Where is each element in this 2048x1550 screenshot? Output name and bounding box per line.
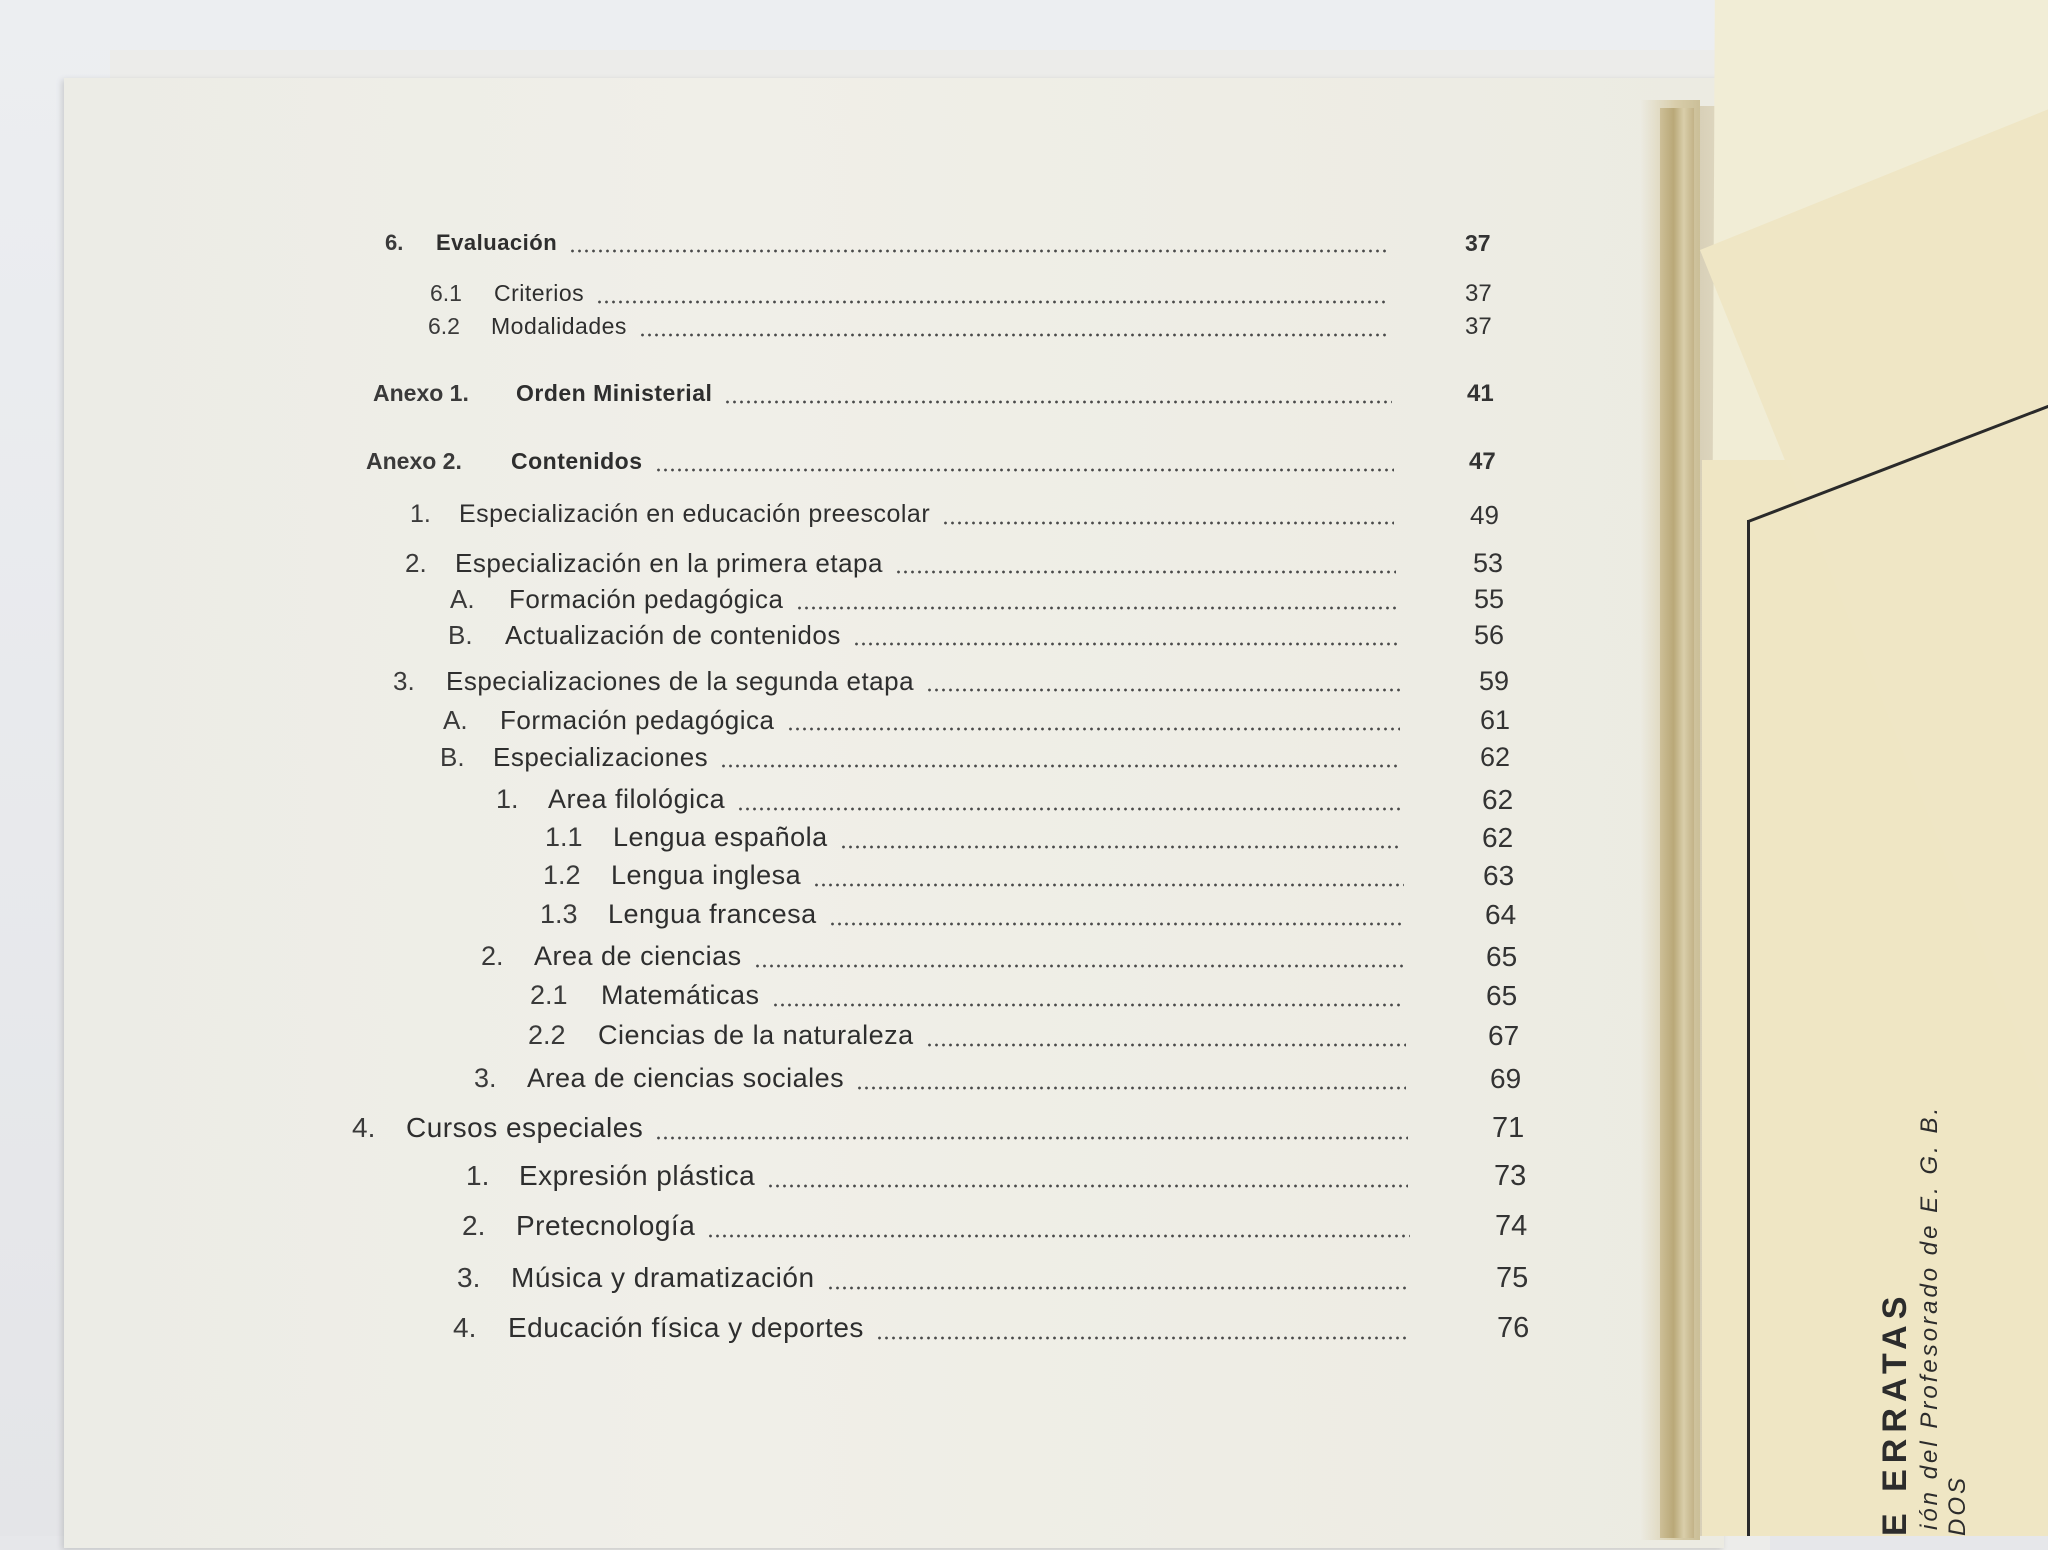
toc-leader-dots [655, 468, 1395, 472]
toc-entry-title: Lengua inglesa [611, 860, 802, 890]
toc-entry [0, 500, 2048, 540]
toc-page-number: 65 [1486, 980, 1518, 1011]
toc-leader-dots [720, 764, 1400, 768]
toc-entry-title: Orden Ministerial [516, 380, 713, 406]
toc-leader-dots [787, 727, 1401, 731]
toc-entry [0, 1210, 2048, 1250]
toc-entry [0, 860, 2048, 900]
toc-leader-dots [942, 521, 1394, 525]
toc-entry [0, 666, 2048, 706]
toc-entry-title: Modalidades [491, 313, 627, 339]
toc-entry-title: Cursos especiales [406, 1112, 644, 1143]
toc-page-number: 74 [1495, 1210, 1528, 1242]
toc-leader-dots [813, 883, 1404, 887]
toc-leader-dots [737, 807, 1402, 811]
toc-entry-title: Lengua francesa [608, 899, 817, 929]
toc-entry-number: 1.3 [540, 899, 578, 929]
toc-page-number: 49 [1470, 500, 1499, 530]
toc-leader-dots [655, 1136, 1408, 1140]
toc-entry [0, 742, 2048, 782]
toc-leader-dots [895, 570, 1396, 574]
toc-entry-number: B. [448, 620, 473, 650]
toc-leader-dots [853, 642, 1397, 646]
toc-entry-title: Especialización en educación preescolar [459, 500, 931, 528]
toc-entry [0, 1262, 2048, 1302]
toc-entry [0, 584, 2048, 624]
toc-entry [0, 620, 2048, 660]
toc-entry-number: Anexo 2. [366, 448, 462, 474]
toc-entry-title: Expresión plástica [519, 1160, 756, 1191]
toc-entry-number: 2. [481, 941, 504, 971]
toc-entry-title: Formación pedagógica [500, 705, 775, 735]
toc-leader-dots [856, 1086, 1406, 1090]
toc-entry-number: 3. [393, 666, 415, 696]
toc-leader-dots [569, 249, 1388, 253]
toc-entry-number: 4. [352, 1112, 376, 1143]
toc-entry-number: 1. [410, 500, 431, 528]
toc-page-number: 69 [1490, 1063, 1522, 1094]
toc-entry-title: Música y dramatización [511, 1262, 815, 1293]
toc-leader-dots [829, 922, 1404, 926]
toc-entry-title: Area de ciencias sociales [527, 1063, 845, 1093]
toc-entry-number: Anexo 1. [373, 380, 469, 406]
toc-page-number: 62 [1482, 822, 1514, 853]
toc-entry [0, 548, 2048, 588]
toc-page-number: 73 [1494, 1160, 1527, 1192]
toc-leader-dots [639, 333, 1388, 337]
toc-entry [0, 1112, 2048, 1152]
toc-entry [0, 380, 2048, 420]
toc-page-number: 41 [1467, 380, 1494, 407]
toc-entry-title: Actualización de contenidos [505, 620, 841, 650]
toc-entry-title: Evaluación [436, 230, 558, 255]
toc-page-number: 47 [1469, 448, 1496, 475]
toc-entry-title: Formación pedagógica [509, 584, 784, 614]
toc-page-number: 64 [1485, 899, 1517, 930]
toc-entry-number: 2.2 [528, 1020, 566, 1050]
toc-leader-dots [596, 300, 1388, 304]
errata-subtitle-2: DOS [1944, 1474, 1971, 1536]
toc-page-number: 62 [1480, 742, 1511, 772]
toc-entry-title: Lengua española [613, 822, 828, 852]
toc-entry [0, 1020, 2048, 1060]
toc-page-number: 53 [1473, 548, 1504, 578]
toc-entry-number: B. [440, 742, 465, 772]
toc-leader-dots [827, 1286, 1410, 1290]
toc-entry [0, 899, 2048, 939]
toc-page-number: 59 [1479, 666, 1510, 696]
toc-page-number: 37 [1465, 230, 1491, 256]
toc-entry [0, 1160, 2048, 1200]
toc-entry-title: Criterios [494, 280, 585, 306]
toc-entry [0, 705, 2048, 745]
toc-entry-number: 1. [496, 784, 519, 814]
toc-entry-number: A. [443, 705, 468, 735]
toc-entry [0, 980, 2048, 1020]
toc-leader-dots [767, 1184, 1408, 1188]
toc-leader-dots [724, 400, 1392, 404]
toc-entry-number: 1.2 [543, 860, 581, 890]
toc-entry-number: 6.2 [428, 313, 460, 339]
toc-page-number: 62 [1482, 784, 1514, 815]
toc-entry [0, 448, 2048, 488]
toc-entry-number: A. [450, 584, 475, 614]
toc-entry-title: Contenidos [511, 448, 643, 474]
errata-heading: E ERRATAS [1876, 1290, 1914, 1536]
toc-page-number: 56 [1474, 620, 1505, 650]
toc-entry-number: 6. [385, 230, 404, 255]
toc-entry [0, 1312, 2048, 1352]
toc-entry-title: Matemáticas [601, 980, 760, 1010]
toc-entry-number: 2. [462, 1210, 486, 1241]
toc-page-number: 55 [1474, 584, 1505, 614]
toc-entry-title: Area de ciencias [534, 941, 742, 971]
toc-leader-dots [796, 606, 1397, 610]
toc-entry-number: 6.1 [430, 280, 462, 306]
toc-page-number: 65 [1486, 941, 1518, 972]
toc-entry-title: Area filológica [548, 784, 726, 814]
toc-page-number: 37 [1465, 280, 1492, 307]
toc-page-number: 71 [1492, 1112, 1525, 1144]
toc-entry-title: Especializaciones de la segunda etapa [446, 666, 915, 696]
toc-entry [0, 941, 2048, 981]
toc-entry-number: 2.1 [530, 980, 568, 1010]
errata-subtitle: ión del Profesorado de E. G. B. [1916, 1104, 1943, 1530]
toc-entry-number: 3. [457, 1262, 481, 1293]
toc-leader-dots [926, 688, 1400, 692]
toc-entry [0, 822, 2048, 862]
toc-leader-dots [926, 1043, 1406, 1047]
toc-entry-title: Especialización en la primera etapa [455, 548, 883, 578]
toc-entry-number: 1. [466, 1160, 490, 1191]
toc-leader-dots [772, 1003, 1404, 1007]
toc-entry [0, 230, 2048, 270]
toc-entry-title: Ciencias de la naturaleza [598, 1020, 914, 1050]
toc-entry-title: Educación física y deportes [508, 1312, 864, 1343]
toc-entry [0, 1063, 2048, 1103]
toc-entry [0, 784, 2048, 824]
toc-page-number: 67 [1488, 1020, 1520, 1051]
toc-entry-title: Especializaciones [493, 742, 709, 772]
toc-entry-number: 3. [474, 1063, 497, 1093]
toc-page-number: 75 [1496, 1262, 1529, 1294]
toc-entry-number: 1.1 [545, 822, 583, 852]
toc-leader-dots [754, 964, 1404, 968]
toc-page-number: 37 [1465, 313, 1492, 340]
toc-entry-number: 4. [453, 1312, 477, 1343]
toc-entry-number: 2. [405, 548, 427, 578]
toc-leader-dots [876, 1336, 1410, 1340]
toc-page-number: 63 [1483, 860, 1515, 891]
toc-leader-dots [707, 1234, 1410, 1238]
toc-page-number: 61 [1480, 705, 1511, 735]
toc-leader-dots [840, 845, 1402, 849]
toc-page-number: 76 [1497, 1312, 1530, 1344]
toc-entry [0, 313, 2048, 353]
toc-entry-title: Pretecnología [516, 1210, 696, 1241]
